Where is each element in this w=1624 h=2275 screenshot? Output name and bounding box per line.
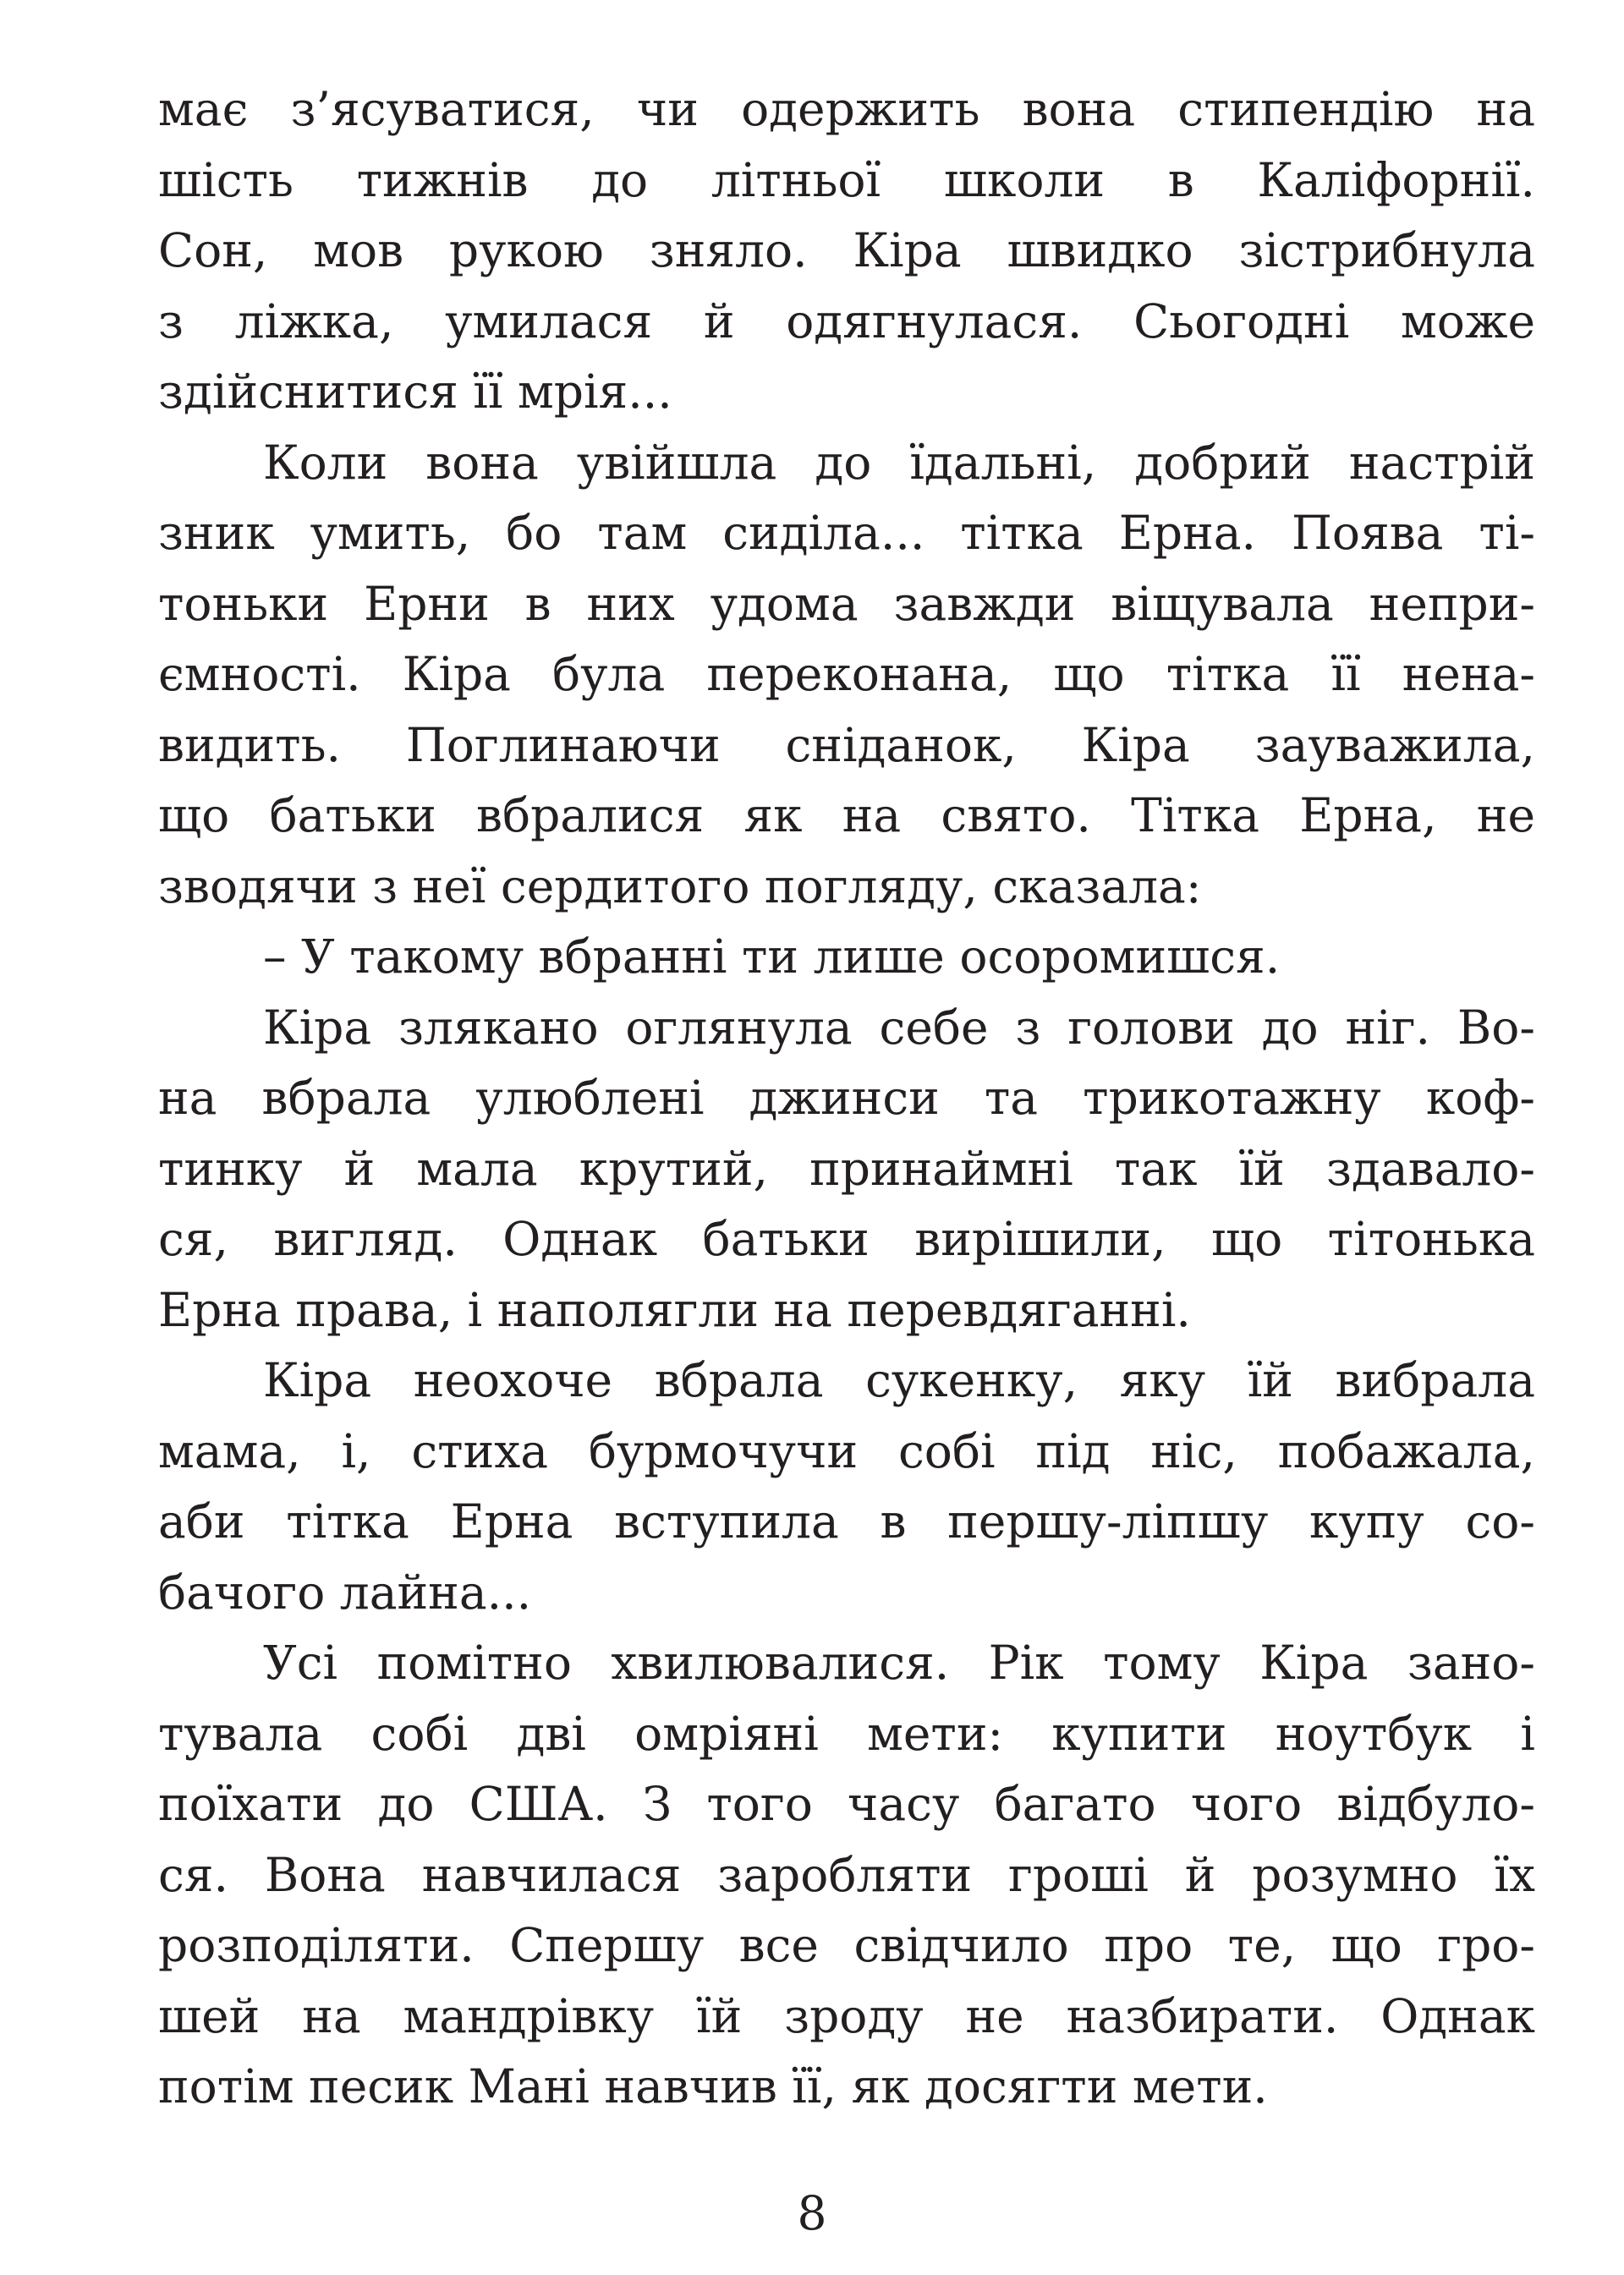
text-line: на вбрала улюблені джинси та трикотажну коф- (158, 1071, 1535, 1125)
text-line: Усі помітно хвилювалися. Рік тому Кіра зано- (263, 1636, 1535, 1690)
text-line: Кіра злякано оглянула себе з голови до ніг. Во- (263, 1000, 1535, 1055)
text-line: Кіра неохоче вбрала сукенку, яку їй вибрала (263, 1353, 1535, 1407)
text-line: – У такому вбранні ти лише осоромишся. (263, 929, 1281, 984)
text-line: зник умить, бо там сиділа... тітка Ерна. Поява ті- (158, 506, 1535, 560)
text-line: аби тітка Ерна вступила в першу-ліпшу купу со- (158, 1494, 1535, 1549)
text-line: ся. Вона навчилася заробляти гроші й розумно їх (158, 1847, 1535, 1902)
text-line: здійснитися її мрія... (158, 365, 672, 419)
text-line: видить. Поглинаючи сніданок, Кіра зауважила, (158, 717, 1535, 772)
text-line: ємності. Кіра була переконана, що тітка її нена- (158, 647, 1535, 701)
text-line: розподіляти. Спершу все свідчило про те, що гро- (158, 1918, 1535, 1972)
text-line: з ліжка, умилася й одягнулася. Сьогодні може (158, 293, 1535, 348)
text-line: тоньки Ерни в них удома завжди віщувала непри- (158, 576, 1535, 631)
text-line: що батьки вбралися як на свято. Тітка Ерна, не (158, 788, 1535, 842)
text-line: шей на мандрівку їй зроду не назбирати. Однак (158, 1988, 1535, 2043)
text-line: тувала собі дві омріяні мети: купити ноутбук і (158, 1706, 1535, 1761)
text-line: потім песик Мані навчив її, як досягти мети. (158, 2059, 1268, 2113)
text-line: бачого лайна... (158, 1565, 532, 1620)
text-line: зводячи з неї сердитого погляду, сказала: (158, 858, 1202, 913)
text-line: тинку й мала крутий, принаймні так їй здавало- (158, 1141, 1535, 1196)
page-body-text (158, 74, 1535, 2123)
text-line: шість тижнів до літньої школи в Каліфорнії. (158, 152, 1535, 207)
text-line: Коли вона увійшла до їдальні, добрий настрій (263, 435, 1535, 490)
page-number: 8 (797, 2186, 827, 2240)
text-line: поїхати до США. З того часу багато чого відбуло- (158, 1777, 1535, 1831)
text-line: має з’ясуватися, чи одержить вона стипендію на (158, 82, 1535, 136)
text-line: мама, і, стиха бурмочучи собі під ніс, побажала, (158, 1423, 1535, 1478)
text-line: Сон, мов рукою зняло. Кіра швидко зістрибнула (158, 223, 1535, 277)
text-line: ся, вигляд. Однак батьки вирішили, що тітонька (158, 1212, 1535, 1266)
text-line: Ерна права, і наполягли на перевдяганні. (158, 1282, 1191, 1337)
